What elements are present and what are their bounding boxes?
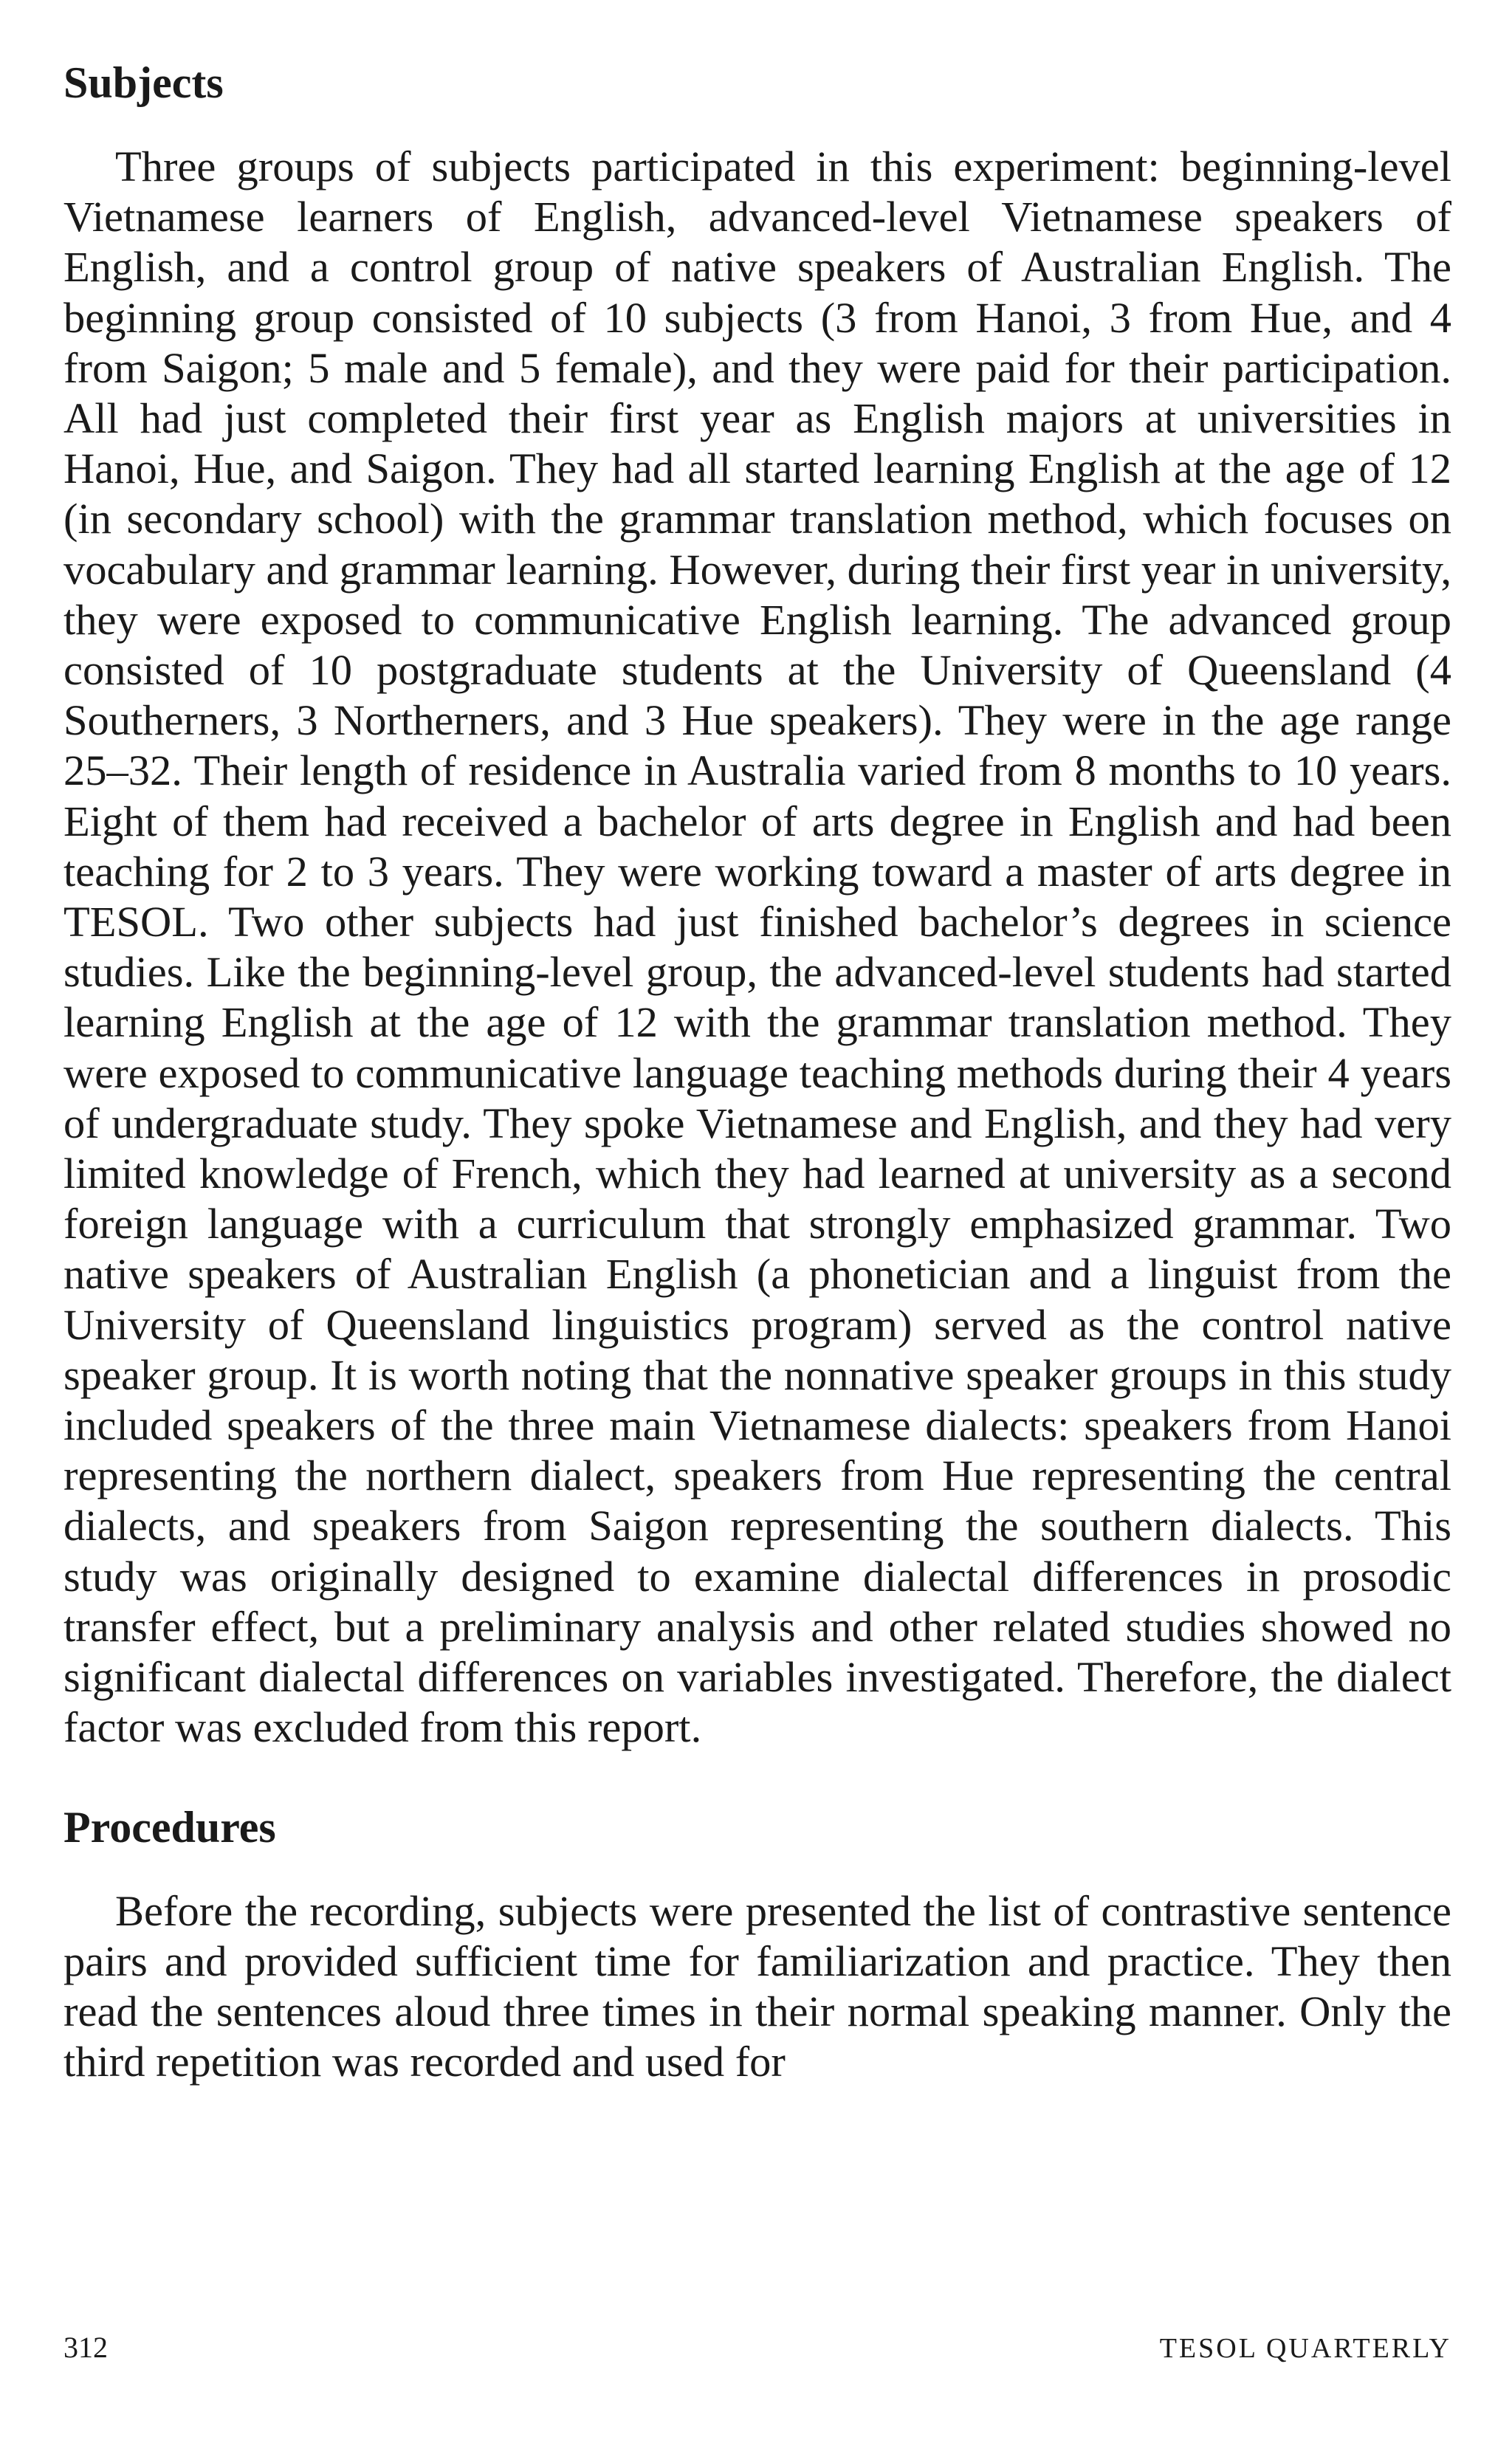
- subjects-section: [63, 53, 1451, 1753]
- page-body: [63, 53, 1451, 2087]
- page-number: 312: [63, 2331, 108, 2364]
- page-footer: [63, 2329, 1451, 2367]
- section-heading: Subjects: [63, 58, 224, 107]
- procedures-section: [63, 1798, 1451, 2088]
- section-spacer: [63, 1753, 1451, 1798]
- body-paragraph: Before the recording, subjects were presented the list of contrastive sentence pairs and provided sufficient time for familiarization and practice. They then read the sentences aloud three times in their normal speaking manner. Only the third repetition was recorded and used for: [63, 1886, 1451, 2086]
- body-paragraph: Three groups of subjects participated in this experiment: beginning-level Vietnamese learners of English, advanced-level Vietnamese speakers of English, and a control group of native speakers of Australian English. The beginning group consisted of 10 subjects (3 from Hanoi, 3 from Hue, and 4 from Saigon; 5 male and 5 female), and they were paid for their participation. All had just completed their first year as English majors at universities in Hanoi, Hue, and Saigon. They had all started learning English at the age of 12 (in secondary school) with the grammar translation method, which focuses on vocabulary and grammar learning. However, during their first year in university, they were exposed to communicative English learning. The advanced group consisted of 10 postgraduate students at the University of Queensland (4 Southerners, 3 Northerners, and 3 Hue speakers). They were in the age range 25–32. Their length of residence in Australia varied from 8 months to 10 years. Eight of them had received a bachelor of arts degree in English and had been teaching for 2 to 3 years. They were working toward a master of arts degree in TESOL. Two other subjects had just finished bachelor’s degrees in science studies. Like the beginning-level group, the advanced-level students had started learning English at the age of 12 with the grammar translation method. They were exposed to communicative language teaching methods during their 4 years of undergraduate study. They spoke Vietnamese and English, and they had very limited knowledge of French, which they had learned at university as a second foreign language with a curriculum that strongly emphasized grammar. Two native speakers of Australian English (a phonetician and a linguist from the University of Queensland linguistics program) served as the control native speaker group. It is worth noting that the nonnative speaker groups in this study included speakers of the three main Vietnamese dialects: speakers from Hanoi representing the northern dialect, speakers from Hue representing the central dialects, and speakers from Saigon representing the southern dialects. This study was originally designed to examine dialectal differences in prosodic transfer effect, but a preliminary analysis and other related studies showed no significant dialectal differences on variables investigated. Therefore, the dialect factor was excluded from this report.: [63, 142, 1451, 1752]
- section-heading: Procedures: [63, 1802, 276, 1852]
- journal-name: TESOL QUARTERLY: [1159, 2333, 1451, 2364]
